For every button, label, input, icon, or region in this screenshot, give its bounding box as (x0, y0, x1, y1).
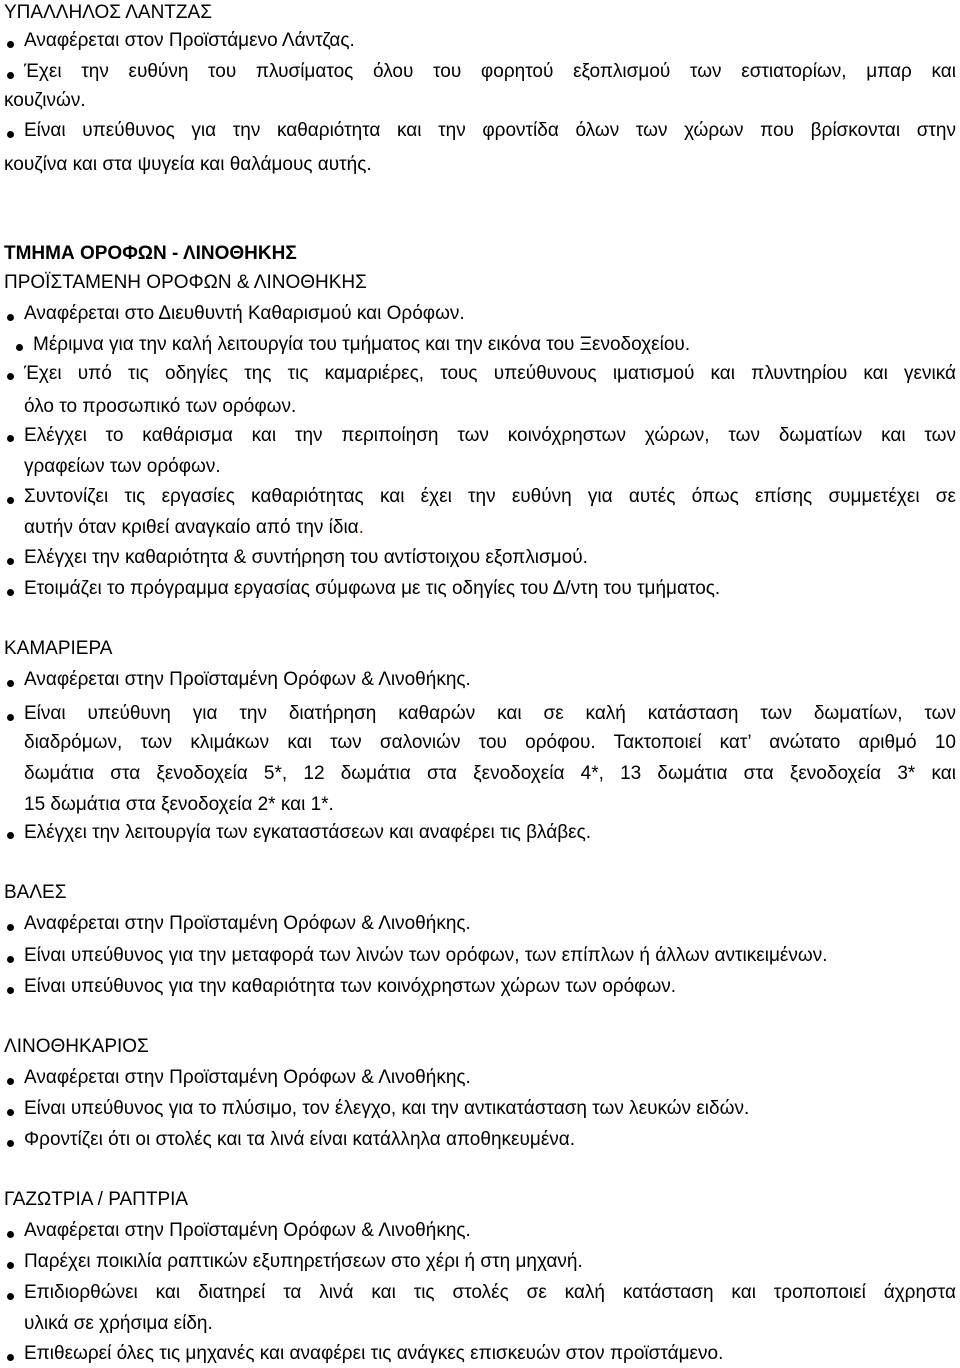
list-item: Συντονίζει τις εργασίες καθαριότητας και έχει την ευθύνη για αυτές όπως επίσης συμμετέχει σε (24, 486, 956, 507)
bullet-icon (7, 714, 14, 721)
list-item: Είναι υπεύθυνη για την διατήρηση καθαρών και σε καλή κατάσταση των δωματίων, των (24, 703, 956, 724)
bullet-icon (7, 72, 14, 79)
bullet-icon (7, 832, 14, 839)
bullet-icon (7, 956, 14, 963)
bullet-icon (7, 373, 14, 380)
bullet-icon (7, 1109, 14, 1116)
list-item-continuation: κουζίνα και στα ψυγεία και θαλάμους αυτής. (4, 154, 372, 175)
bullet-icon (7, 497, 14, 504)
list-item: Επιδιορθώνει και διατηρεί τα λινά και τις στολές σε καλή κατάσταση και τροποποιεί άχρηστα (24, 1282, 956, 1303)
bullet-icon (7, 1354, 14, 1361)
list-item: Έχει υπό τις οδηγίες της τις καμαριέρες, τους υπεύθυνους ιματισμού και πλυντηρίου και γενικά (24, 363, 956, 384)
list-item: Αναφέρεται στην Προϊσταμένη Ορόφων & Λινοθήκης. (24, 669, 471, 690)
section-title: ΒΑΛΕΣ (4, 882, 67, 903)
list-item: Επιθεωρεί όλες τις μηχανές και αναφέρει τις ανάγκες επισκευών στον προϊστάμενο. (24, 1343, 724, 1364)
bullet-icon (7, 1078, 14, 1085)
bullet-icon (7, 1262, 14, 1269)
list-item-continuation: δωμάτια στα ξενοδοχεία 5*, 12 δωμάτια στα ξενοδοχεία 4*, 13 δωμάτια στα ξενοδοχεία 3* και (24, 763, 956, 784)
bullet-icon (7, 558, 14, 565)
list-item: Αναφέρεται στην Προϊσταμένη Ορόφων & Λινοθήκης. (24, 1220, 471, 1241)
list-item-continuation: κουζινών. (4, 90, 86, 111)
list-item-continuation: υλικά σε χρήσιμα είδη. (24, 1313, 213, 1334)
list-item: Αναφέρεται στον Προϊστάμενο Λάντζας. (24, 30, 355, 51)
list-item: Μέριμνα για την καλή λειτουργία του τμήματος και την εικόνα του Ξενοδοχείου. (33, 334, 691, 355)
list-item: Έχει την ευθύνη του πλυσίματος όλου του φορητού εξοπλισμού των εστιατορίων, μπαρ και (24, 61, 956, 82)
list-item: Ελέγχει την λειτουργία των εγκαταστάσεων και αναφέρει τις βλάβες. (24, 822, 592, 843)
bullet-icon (7, 1293, 14, 1300)
list-item: Είναι υπεύθυνος για το πλύσιμο, τον έλεγχο, και την αντικατάσταση των λευκών ειδών. (24, 1098, 750, 1119)
bullet-icon (7, 41, 14, 48)
list-item-continuation: διαδρόμων, των κλιμάκων και των σαλονιών του ορόφου. Τακτοποιεί κατ’ ανώτατο αριθμό 10 (24, 732, 956, 753)
section-title: ΤΜΗΜΑ ΟΡΟΦΩΝ - ΛΙΝΟΘΗΚΗΣ (4, 243, 297, 264)
list-item-continuation: γραφείων των ορόφων. (24, 456, 221, 477)
list-item-continuation: 15 δωμάτια στα ξενοδοχεία 2* και 1*. (24, 794, 334, 815)
section-title: ΛΙΝΟΘΗΚΑΡΙΟΣ (4, 1036, 149, 1057)
section-title: ΥΠΑΛΛΗΛΟΣ ΛΑΝΤΖΑΣ (4, 2, 212, 23)
list-item: Φροντίζει ότι οι στολές και τα λινά είναι κατάλληλα αποθηκευμένα. (24, 1129, 576, 1150)
bullet-icon (7, 589, 14, 596)
bullet-icon (7, 1231, 14, 1238)
bullet-icon (7, 314, 14, 321)
bullet-icon (16, 344, 23, 351)
bullet-icon (7, 1140, 14, 1147)
bullet-icon (7, 680, 14, 687)
list-item: Αναφέρεται στην Προϊσταμένη Ορόφων & Λινοθήκης. (24, 913, 471, 934)
list-item-continuation (24, 515, 364, 541)
red-period: . (358, 517, 364, 538)
section-subtitle: ΠΡΟΪΣΤΑΜΕΝΗ ΟΡΟΦΩΝ & ΛΙΝΟΘΗΚΗΣ (4, 272, 367, 293)
bullet-icon (7, 987, 14, 994)
list-item-continuation: όλο το προσωπικό των ορόφων. (24, 396, 297, 417)
list-item-text: αυτήν όταν κριθεί αναγκαίο από την ίδια (24, 517, 359, 538)
list-item: Ελέγχει το καθάρισμα και την περιποίηση των κοινόχρηστων χώρων, των δωματίων και των (24, 425, 956, 446)
section-title: ΓΑΖΩΤΡΙΑ / ΡΑΠΤΡΙΑ (4, 1189, 189, 1210)
list-item: Παρέχει ποικιλία ραπτικών εξυπηρετήσεων στο χέρι ή στη μηχανή. (24, 1251, 583, 1272)
list-item: Είναι υπεύθυνος για την μεταφορά των λινών των ορόφων, των επίπλων ή άλλων αντικειμένων. (24, 945, 828, 966)
section-title: ΚΑΜΑΡΙΕΡΑ (4, 638, 113, 659)
bullet-icon (7, 131, 14, 138)
list-item: Ετοιμάζει το πρόγραμμα εργασίας σύμφωνα με τις οδηγίες του Δ/ντη του τμήματος. (24, 578, 721, 599)
list-item: Είναι υπεύθυνος για την καθαριότητα των κοινόχρηστων χώρων των ορόφων. (24, 976, 677, 997)
bullet-icon (7, 924, 14, 931)
bullet-icon (7, 435, 14, 442)
list-item: Είναι υπεύθυνος για την καθαριότητα και την φροντίδα όλων των χώρων που βρίσκονται στην (24, 120, 956, 141)
list-item: Αναφέρεται στην Προϊσταμένη Ορόφων & Λινοθήκης. (24, 1067, 471, 1088)
list-item: Αναφέρεται στο Διευθυντή Καθαρισμού και Ορόφων. (24, 303, 465, 324)
list-item: Ελέγχει την καθαριότητα & συντήρηση του αντίστοιχου εξοπλισμού. (24, 547, 588, 568)
